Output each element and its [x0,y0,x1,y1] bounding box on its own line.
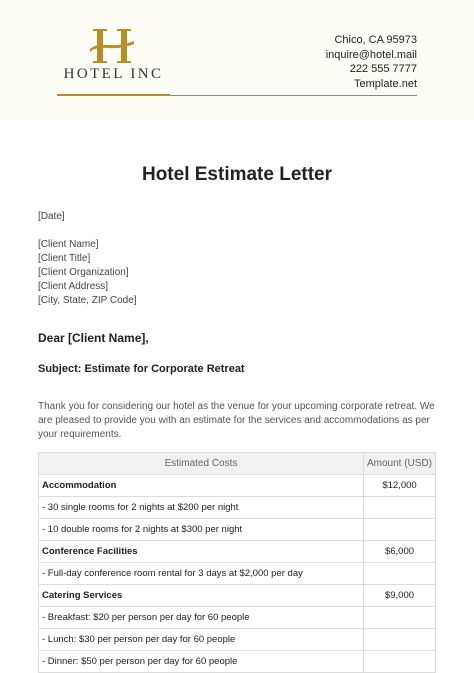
cost-amount [364,651,436,673]
recipient-address: [Client Address] [38,281,109,292]
header-divider [170,95,417,96]
table-row [39,541,436,563]
table-row [39,475,436,497]
subject-line: Subject: Estimate for Corporate Retreat [38,363,245,375]
cost-amount: $6,000 [364,541,436,563]
recipient-title: [Client Title] [38,253,91,264]
cost-amount: $9,000 [364,585,436,607]
table-row [39,519,436,541]
page-title: Hotel Estimate Letter [141,164,333,185]
cost-description: Accommodation [39,475,364,497]
contact-block [326,33,417,91]
table-row [39,585,436,607]
cost-description: - 30 single rooms for 2 nights at $200 per night [39,497,364,519]
salutation: Dear [Client Name], [38,331,149,345]
hotel-logo-icon [88,26,136,66]
cost-description: - Breakfast: $20 per person per day for 60 people [39,607,364,629]
cost-table [38,452,436,673]
table-row [39,563,436,585]
logo-underline [57,94,170,96]
date-field: [Date] [38,211,65,222]
recipient-organization: [Client Organization] [38,267,129,278]
recipient-block [38,238,137,308]
cost-amount [364,497,436,519]
cost-amount [364,563,436,585]
cost-description: - 10 double rooms for 2 nights at $300 per night [39,519,364,541]
table-row [39,607,436,629]
table-header-row [39,453,436,475]
cost-description: Conference Facilities [39,541,364,563]
cost-description: Catering Services [39,585,364,607]
intro-paragraph: Thank you for considering our hotel as the venue for your upcoming corporate retreat. We are pleased to provide you with an estimate for the services and accommodations as per your requirements. [38,401,435,440]
recipient-name: [Client Name] [38,239,99,250]
cost-amount [364,629,436,651]
cost-amount [364,607,436,629]
contact-phone: 222 555 7777 [349,63,417,75]
header-amount: Amount (USD) [364,453,436,475]
table-row [39,497,436,519]
table-row [39,651,436,673]
header-estimated-costs: Estimated Costs [39,453,364,475]
cost-amount: $12,000 [364,475,436,497]
cost-description: - Full-day conference room rental for 3 days at $2,000 per day [39,563,364,585]
contact-address: Chico, CA 95973 [334,34,417,46]
cost-amount [364,519,436,541]
company-name: HOTEL INC [63,66,164,82]
cost-description: - Dinner: $50 per person per day for 60 people [39,651,364,673]
contact-email[interactable]: inquire@hotel.mail [325,48,417,61]
cost-description: - Lunch: $30 per person per day for 60 people [39,629,364,651]
contact-website[interactable]: Template.net [354,77,417,90]
table-row [39,629,436,651]
recipient-city-state-zip: [City, State, ZIP Code] [38,295,137,306]
